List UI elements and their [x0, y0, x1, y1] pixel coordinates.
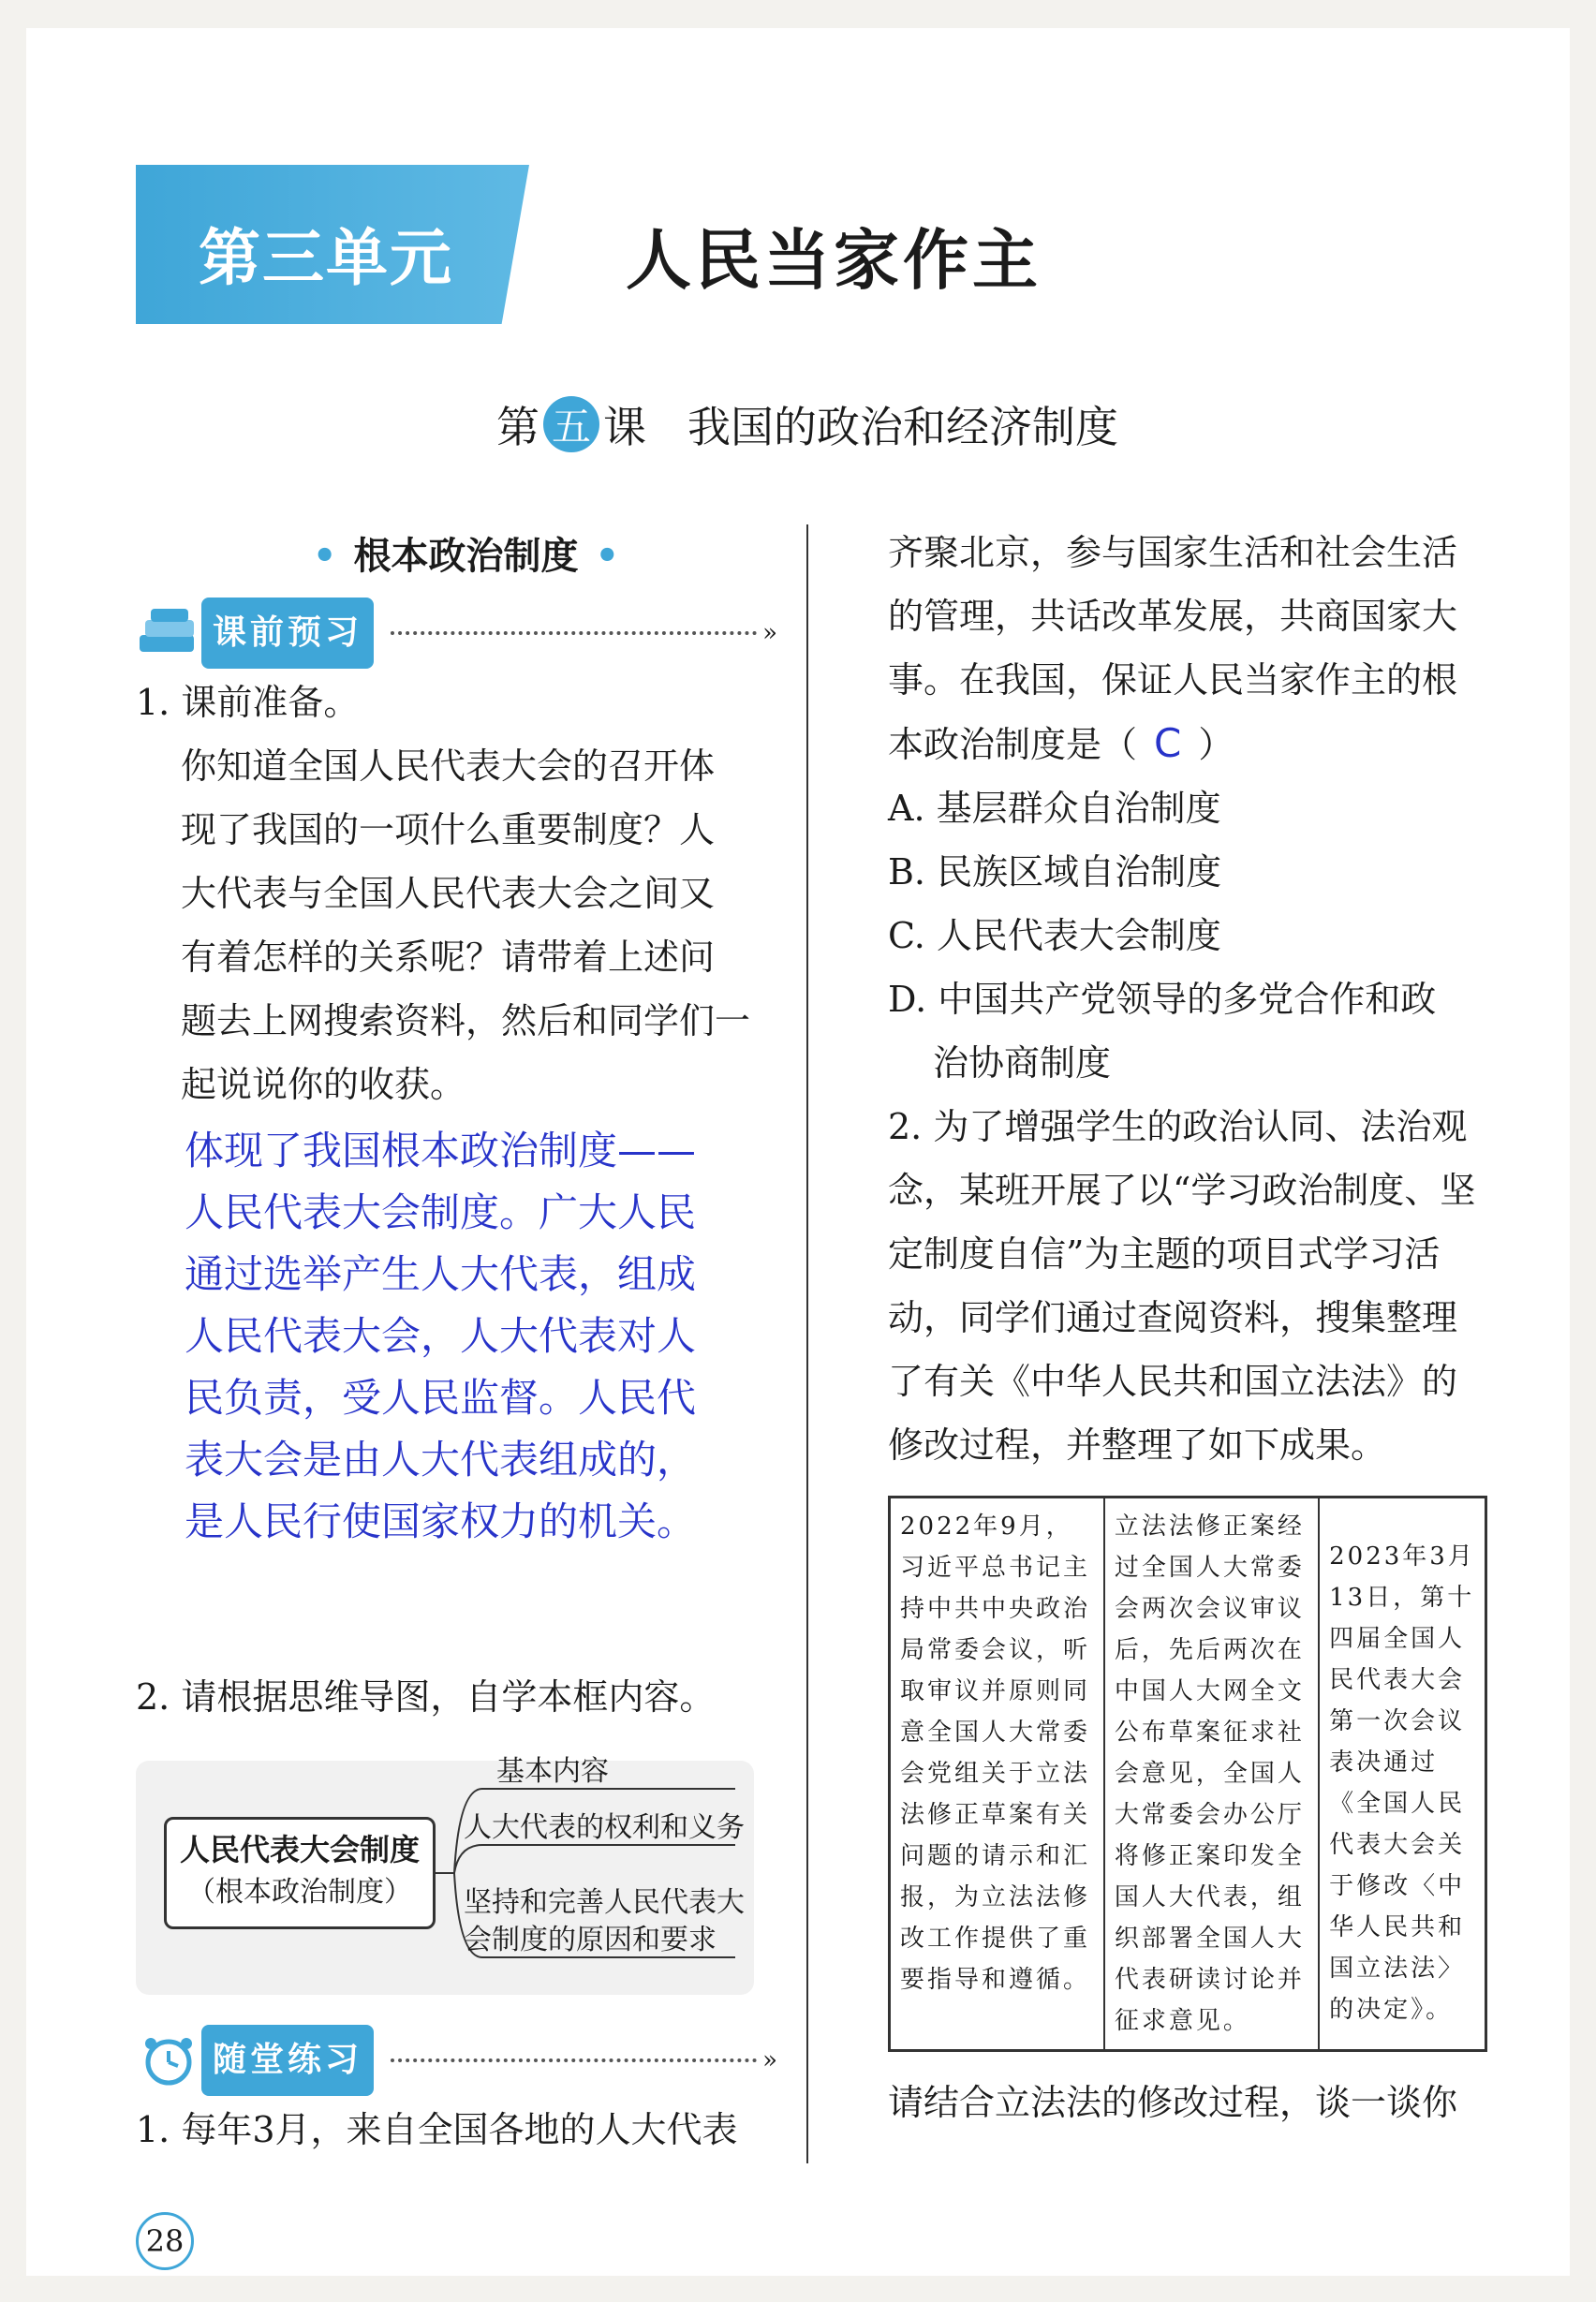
handwritten-answer: [136, 1120, 777, 1553]
alarm-clock-icon: [136, 2034, 201, 2087]
preview-q2-title: 2. 请根据思维导图，自学本框内容。: [136, 1676, 716, 1718]
option-d: D. 中国共产党领导的多党合作和政: [888, 979, 1437, 1020]
answer-line: 民负责，受人民监督。人民代: [185, 1375, 697, 1421]
unit-title: 人民当家作主: [626, 221, 1042, 299]
lesson-title: [496, 393, 1118, 455]
text-line: 修改过程，并整理了如下成果。: [888, 1424, 1387, 1466]
page-number: 28: [136, 2212, 194, 2270]
text-line: 题去上网搜索资料，然后和同学们一: [181, 1000, 751, 1041]
column-divider: [806, 524, 808, 2163]
left-column: [136, 524, 777, 2162]
lesson-name: 我国的政治和经济制度: [687, 402, 1118, 452]
mind-map-center-title: 人民代表大会制度: [179, 1832, 420, 1867]
text-line: 有着怎样的关系呢？请带着上述问: [181, 937, 716, 978]
preview-tag: 课前预习: [201, 598, 374, 669]
section-heading: [155, 524, 777, 588]
right-column: [888, 521, 1487, 2134]
legislation-table: [888, 1496, 1487, 2052]
text-line: 大代表与全国人民代表大会之间又: [181, 873, 716, 914]
text-line: 了有关《中华人民共和国立法法》的: [888, 1361, 1458, 1402]
section-heading-text: 根本政治制度: [353, 534, 579, 578]
answer-line: 体现了我国根本政治制度——: [185, 1128, 697, 1173]
dotted-line: [391, 631, 757, 635]
stem-close: ）: [1198, 724, 1234, 765]
text-line: 请结合立法法的修改过程，谈一谈你: [888, 2082, 1458, 2123]
text-line: 齐聚北京，参与国家生活和社会生活: [888, 532, 1458, 573]
table-cell: 2023年3月13日，第十四届全国人民代表大会第一次会议表决通过《全国人民代表大会关于修改〈中华人民共和国立法法〉的决定》。: [1319, 1498, 1485, 2051]
preview-tag-row: [136, 596, 777, 671]
lesson-prefix: 第: [496, 402, 539, 452]
books-icon: [136, 607, 201, 659]
question-stem-end: [888, 712, 1487, 776]
text-line: 现了我国的一项什么重要制度？人: [181, 809, 716, 850]
option-b: B. 民族区域自治制度: [888, 851, 1222, 893]
table-cell: 立法法修正案经过全国人大常委会两次会议审议后，先后两次在中国人大网全文公布草案征求社会意见，全国人大常委会办公厅将修正案印发全国人大代表，组织部署全国人大代表研读讨论并征求意见。: [1104, 1498, 1319, 2051]
option-a: A. 基层群众自治制度: [888, 788, 1221, 829]
text-line: 定制度自信”为主题的项目式学习活: [888, 1233, 1441, 1275]
text-line: 的管理，共话改革发展，共商国家大: [888, 596, 1458, 637]
mind-map-center: [164, 1817, 436, 1929]
mind-map-branch: 坚持和完善人民代表大: [464, 1886, 745, 1919]
dotted-line: [391, 2059, 757, 2062]
answer-line: 人民代表大会，人大代表对人: [185, 1313, 697, 1359]
text-line: 起说说你的收获。: [181, 1064, 466, 1105]
option-d-continued: 治协商制度: [933, 1042, 1112, 1084]
double-chevron-icon: »: [762, 2046, 777, 2074]
text-line: 念，某班开展了以“学习政治制度、坚: [888, 1170, 1476, 1211]
text-line: 动，同学们通过查阅资料，搜集整理: [888, 1297, 1458, 1338]
option-c: C. 人民代表大会制度: [888, 915, 1221, 956]
text-line: 你知道全国人民代表大会的召开体: [181, 745, 716, 787]
unit-label: 第三单元: [199, 221, 453, 294]
bullet-dot-icon: •: [312, 534, 337, 578]
mind-map-branch: 基本内容: [496, 1755, 609, 1788]
mind-map: [136, 1755, 754, 1995]
double-chevron-icon: »: [762, 619, 777, 647]
lesson-suffix: 课: [603, 402, 646, 452]
preview-q1-body: [136, 734, 777, 1116]
answer-line: 是人民行使国家权力的机关。: [185, 1498, 697, 1544]
practice-q1-start: 1. 每年3月，来自全国各地的人大代表: [136, 2109, 738, 2150]
answer-line: 表大会是由人大代表组成的，: [185, 1437, 697, 1483]
practice-tag: 随堂练习: [201, 2025, 374, 2096]
answer-line: 人民代表大会制度。广大人民: [185, 1189, 697, 1235]
bullet-dot-icon: •: [595, 534, 620, 578]
mind-map-branch: 人大代表的权利和义务: [464, 1811, 745, 1844]
choice-answer: C: [1154, 720, 1182, 766]
lesson-number-badge: 五: [543, 396, 599, 452]
answer-line: 通过选举产生人大代表，组成: [185, 1251, 697, 1297]
preview-q1-title: 1. 课前准备。: [136, 682, 360, 723]
table-row: [890, 1498, 1486, 2051]
table-cell: 2022年9月，习近平总书记主持中共中央政治局常委会议，听取审议并原则同意全国人大常委会党组关于立法法修正草案有关问题的请示和汇报，为立法法修改工作提供了重要指导和遵循。: [890, 1498, 1104, 2051]
stem-text: 本政治制度是（: [888, 724, 1138, 765]
mind-map-center-subtitle: （根本政治制度）: [187, 1876, 412, 1909]
text-line: 事。在我国，保证人民当家作主的根: [888, 659, 1458, 701]
text-line: 2. 为了增强学生的政治认同、法治观: [888, 1106, 1468, 1147]
practice-tag-row: [136, 2023, 777, 2098]
mind-map-branch: 会制度的原因和要求: [464, 1924, 717, 1956]
